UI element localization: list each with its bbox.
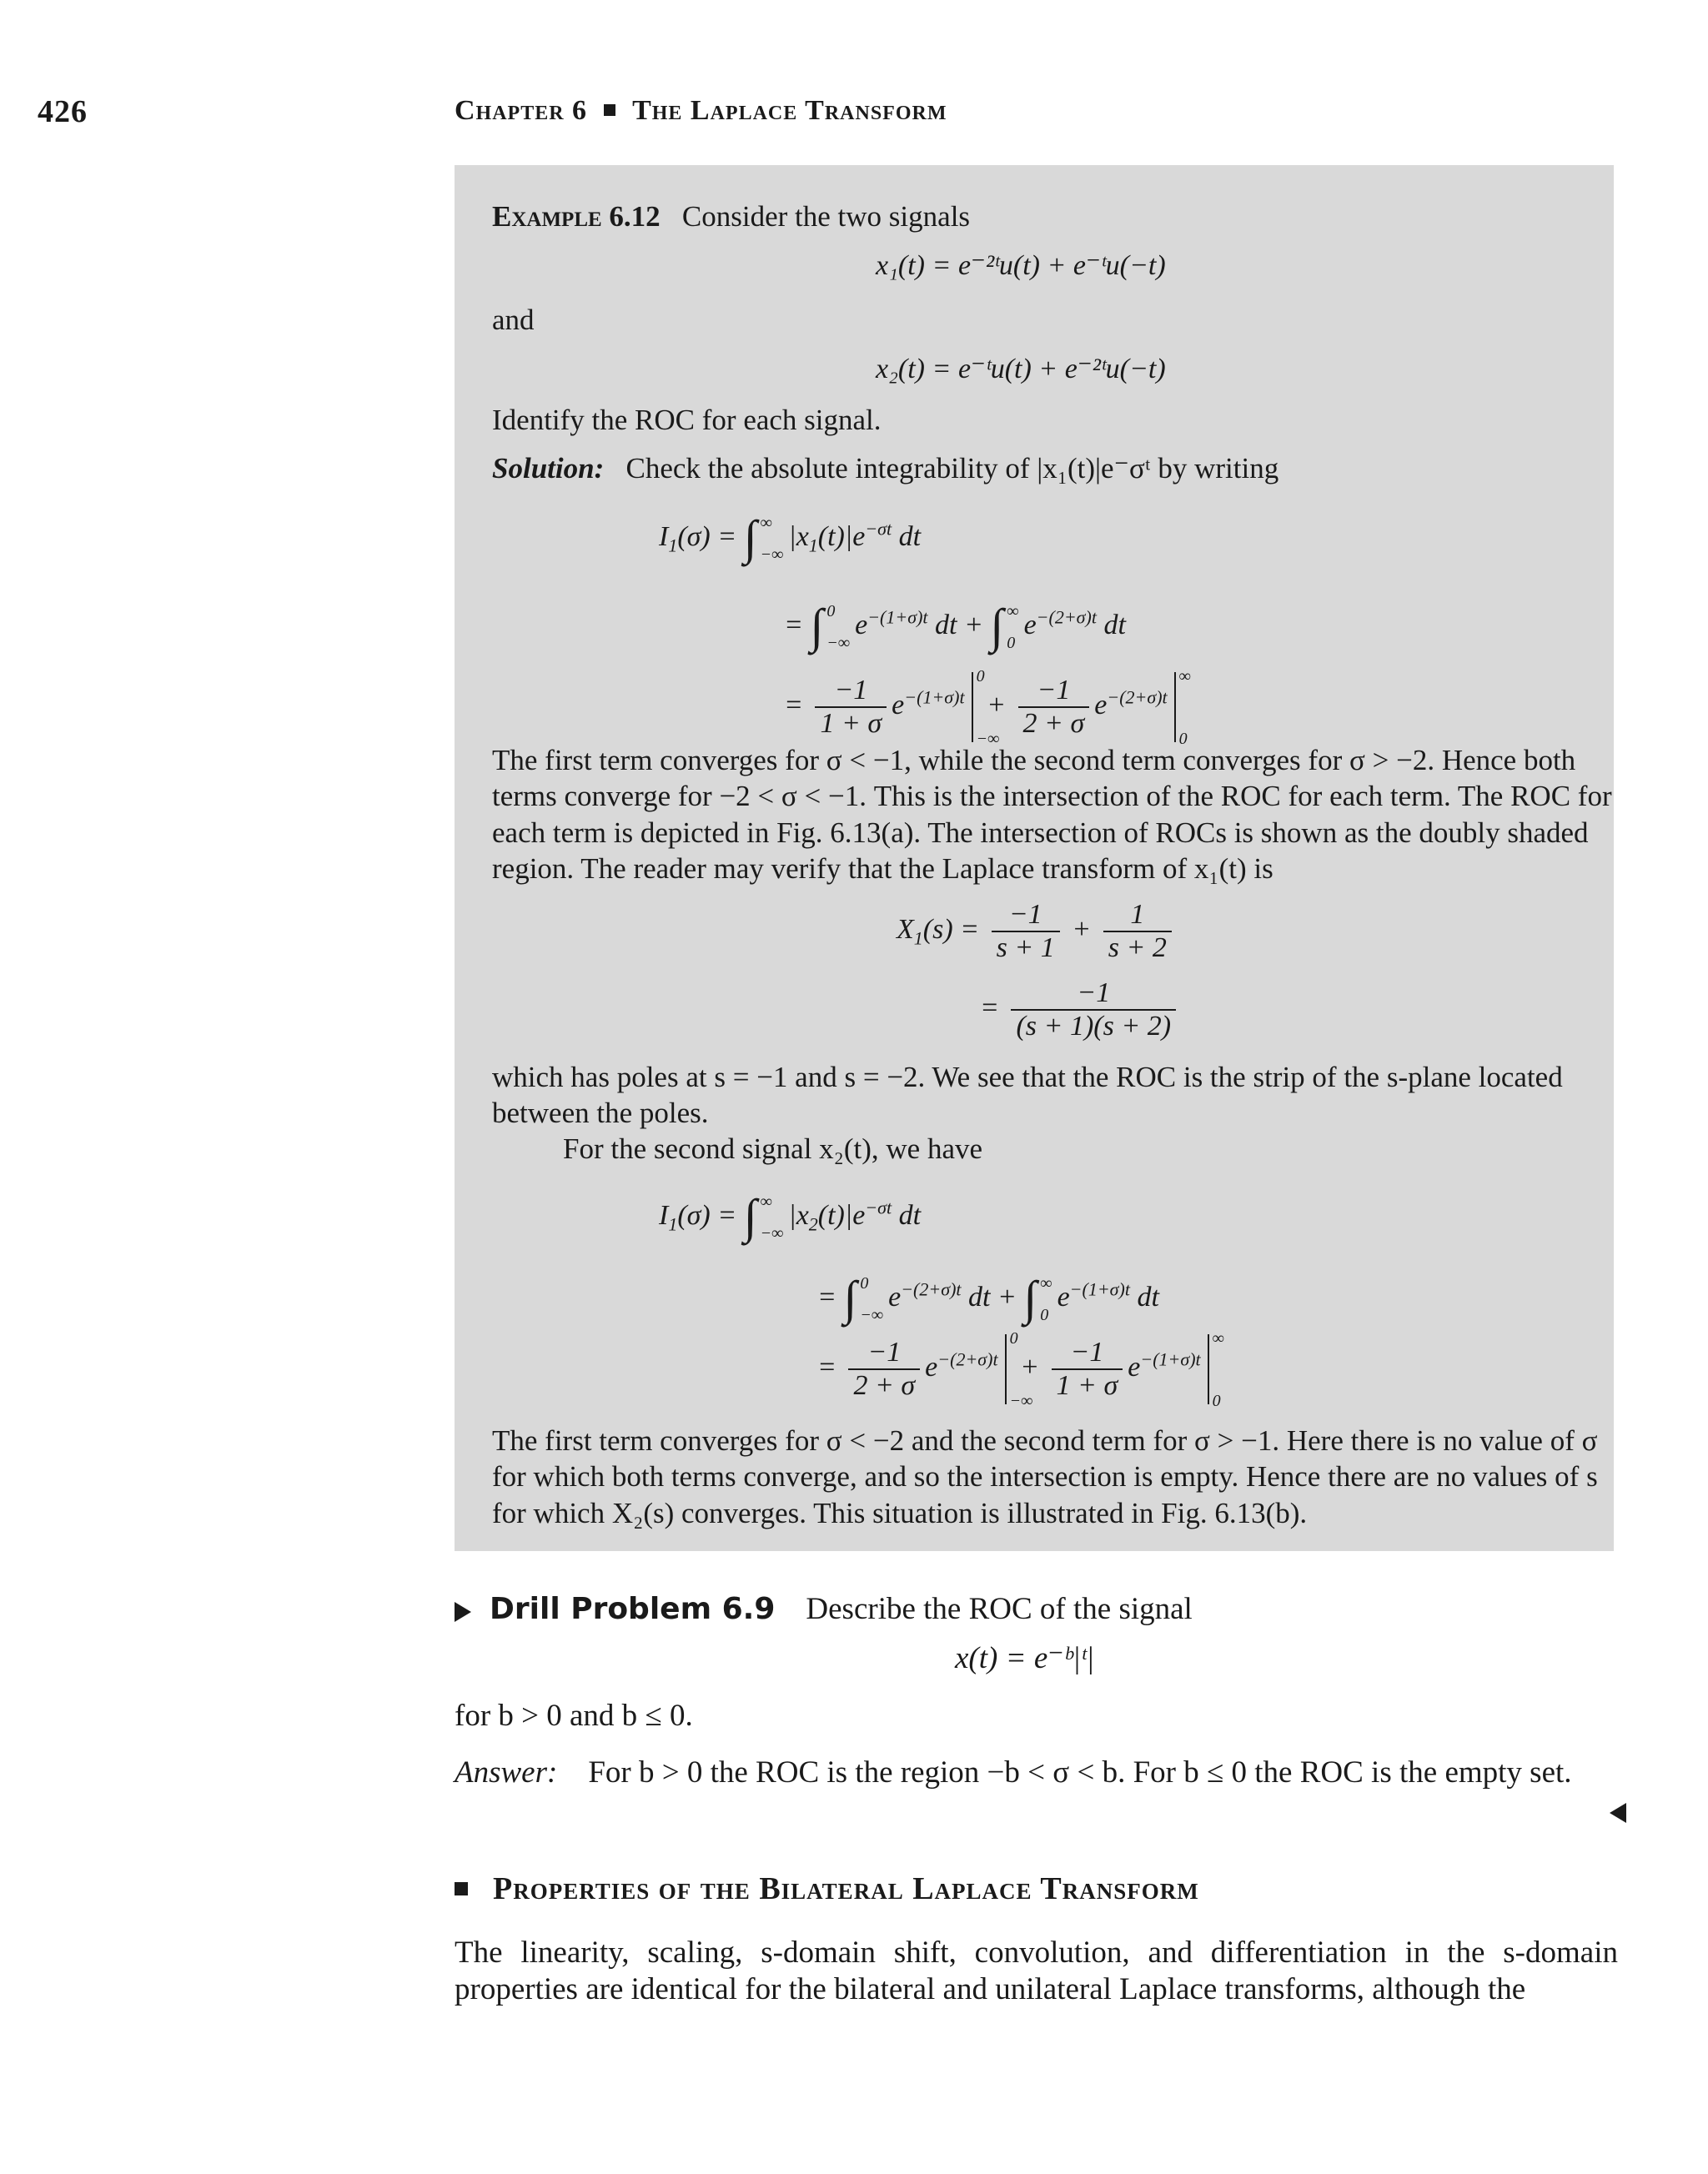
chapter-title: The Laplace Transform bbox=[632, 95, 947, 126]
paragraph-poles: which has poles at s = −1 and s = −2. We see that the ROC is the strip of the s-plane located between the poles. bbox=[492, 1061, 1563, 1130]
integral2-line3: = $\frac{-1}{2 + \sigma}$ $e^{-(2+\sigma)t}$ 0 −∞ + $\frac{-1}{1 + \sigma}$ $e^{-(1+\sigma)t}$ ∞ 0 bbox=[817, 1329, 1224, 1410]
solution-text: Check the absolute integrability of |x₁(t)|e⁻σᵗ by writing bbox=[625, 452, 1279, 485]
bullet-square-icon bbox=[604, 104, 615, 116]
integral1-line1: $I_1(\sigma)$ = ∫ ∞ $-\infty|x_1(t)|e^{-\sigma t}$ dt bbox=[659, 510, 922, 565]
transform-x1-line1: $X_1(s)$ = $\frac{-1}{s + 1}$ + $\frac{1}{s + 2}$ bbox=[897, 899, 1177, 964]
drill-problem-line bbox=[455, 1591, 1193, 1628]
example-heading bbox=[492, 200, 970, 233]
running-header bbox=[455, 95, 947, 127]
answer-text: For b > 0 the ROC is the region −b < σ < b. For b ≤ 0 the ROC is the empty set. bbox=[588, 1755, 1572, 1790]
page-number: 426 bbox=[38, 94, 88, 129]
solution-label: Solution: bbox=[492, 452, 605, 485]
question-text: Identify the ROC for each signal. bbox=[492, 404, 882, 436]
answer-label: Answer: bbox=[455, 1755, 558, 1790]
drill-answer bbox=[455, 1755, 1618, 1791]
integral2-line2: = ∫ 0 $-\infty e^{-(2+\sigma)t}$ dt + ∫ ∞ $0e^{-(1+\sigma)t}$ dt bbox=[817, 1270, 1159, 1325]
end-triangle-icon bbox=[1610, 1803, 1626, 1823]
equation-x1: x₁(t) = e⁻²ᵗu(t) + e⁻ᵗu(−t) bbox=[876, 250, 1166, 281]
equation-x2: x₂(t) = e⁻ᵗu(t) + e⁻²ᵗu(−t) bbox=[876, 354, 1166, 384]
integral1-line2: = ∫ 0 $-\infty e^{-(1+\sigma)t}$ dt + ∫ ∞ $0e^{-(2+\sigma)t}$ dt bbox=[784, 598, 1126, 653]
paragraph-x2-roc: The first term converges for σ < −2 and the second term for σ > −1. Here there is no value of σ for which both terms converge, and so the intersection is empty. Hence there are no values of s for which X₂(s) converges. This situation is illustrated in Fig. 6.13(b). bbox=[492, 1424, 1598, 1529]
transform-x1-line2: = $\frac{-1}{(s + 1)(s + 2)}$ bbox=[980, 977, 1181, 1042]
and-text: and bbox=[492, 304, 535, 336]
paragraph-second-signal: For the second signal x₂(t), we have bbox=[563, 1132, 983, 1165]
integral2-line1: $I_1(\sigma)$ = ∫ ∞ $-\infty|x_2(t)|e^{-\sigma t}$ dt bbox=[659, 1188, 922, 1243]
section-heading bbox=[455, 1870, 1199, 1907]
section-title: Properties of the Bilateral Laplace Transform bbox=[493, 1871, 1199, 1906]
drill-equation: x(t) = e⁻ᵇ|ᵗ| bbox=[955, 1641, 1095, 1675]
paragraph-x1-roc: The first term converges for σ < −1, while the second term converges for σ > −2. Hence both terms converge for −2 < σ < −1. This is the intersection of the ROC for each term. The ROC for each term is depicted in Fig. 6.13(a). The intersection of ROCs is shown as the doubly shaded region. The reader may verify that the Laplace transform of x₁(t) is bbox=[492, 744, 1612, 886]
bullet-square-icon bbox=[455, 1882, 468, 1895]
solution-line bbox=[492, 452, 1278, 485]
integral1-line3: = $\frac{-1}{1 + \sigma}$ $e^{-(1+\sigma)t}$ 0 −∞ + $\frac{-1}{2 + \sigma}$ $e^{-(2+\sigma)t}$ ∞ 0 bbox=[784, 667, 1191, 748]
triangle-right-icon bbox=[455, 1602, 471, 1622]
example-label: Example 6.12 bbox=[492, 200, 661, 233]
example-intro: Consider the two signals bbox=[681, 200, 971, 233]
chapter-label: Chapter 6 bbox=[455, 95, 588, 126]
section-paragraph: The linearity, scaling, s-domain shift, convolution, and differentiation in the s-domain properties are identical for the bilateral and unilateral Laplace transforms, although the bbox=[455, 1936, 1618, 2007]
drill-label: Drill Problem 6.9 bbox=[490, 1592, 776, 1626]
drill-condition: for b > 0 and b ≤ 0. bbox=[455, 1699, 693, 1733]
drill-text: Describe the ROC of the signal bbox=[806, 1592, 1193, 1626]
